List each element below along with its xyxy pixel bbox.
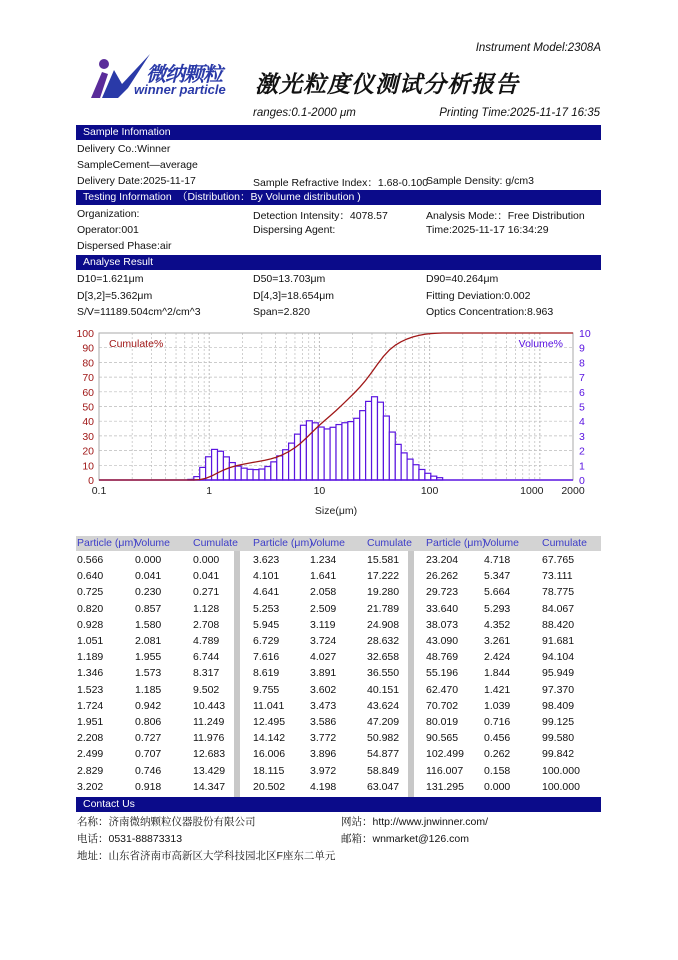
dispersing-agent: Dispersing Agent:	[253, 224, 336, 236]
logo-cn-text: 微纳颗粒	[146, 64, 222, 86]
table-cell: 0.806	[135, 716, 162, 728]
phone: 电话：0531-88873313	[77, 833, 183, 845]
table-cell: 80.019	[426, 716, 459, 728]
table-cell: 0.820	[77, 602, 104, 615]
table-cell: 40.151	[367, 683, 400, 696]
table-cell: 0.000	[135, 554, 162, 566]
website-link[interactable]: 网站：http://www.jnwinner.com/	[341, 816, 489, 828]
table-cell: 0.000	[484, 780, 511, 793]
column-separator	[234, 551, 240, 797]
volume-bar	[372, 397, 378, 480]
table-cell: 28.632	[367, 635, 400, 647]
volume-bar	[229, 463, 235, 480]
volume-bar	[253, 470, 259, 480]
sample-info-band: Sample Infomation	[76, 125, 601, 140]
table-cell: 0.271	[193, 586, 220, 599]
table-cell: 0.158	[484, 764, 511, 777]
table-cell: 11.041	[253, 699, 285, 712]
table-cell: 4.198	[310, 780, 337, 793]
operator: Operator:001	[77, 224, 139, 236]
table-cell: 62.470	[426, 683, 459, 696]
column-header: Volume	[135, 537, 171, 549]
x-tick-label: 100	[420, 485, 439, 497]
table-cell: 9.755	[253, 683, 280, 696]
volume-bar	[383, 416, 389, 480]
table-cell: 5.253	[253, 602, 280, 615]
table-cell: 17.222	[367, 570, 400, 583]
table-cell: 0.000	[193, 554, 220, 566]
delivery-date: Delivery Date:2025-11-17	[77, 175, 196, 187]
refractive-index: Sample Refractive Index：1.68-0.100	[253, 177, 429, 189]
x-tick-label: 10	[313, 485, 326, 497]
right-tick-label: 6	[579, 386, 585, 399]
table-cell: 98.409	[542, 699, 575, 712]
right-tick-label: 3	[579, 430, 585, 443]
table-cell: 48.769	[426, 651, 459, 664]
x-axis-title: Size(μm)	[314, 505, 358, 517]
table-cell: 4.718	[484, 554, 511, 566]
table-cell: 1.189	[77, 651, 104, 664]
volume-bar	[277, 456, 283, 480]
volume-bar	[342, 423, 348, 480]
specific-surface: S/V=11189.504cm^2/cm^3	[77, 306, 201, 318]
table-cell: 5.945	[253, 618, 280, 631]
volume-bar	[259, 469, 265, 480]
table-cell: 58.849	[367, 764, 400, 777]
table-cell: 2.499	[77, 748, 104, 761]
table-cell: 0.928	[77, 618, 104, 631]
table-cell: 95.949	[542, 667, 575, 680]
volume-bar	[348, 422, 354, 480]
right-tick-label: 8	[579, 357, 585, 370]
table-cell: 2.081	[135, 635, 162, 647]
table-cell: 3.202	[77, 780, 104, 793]
table-cell: 14.142	[253, 732, 286, 745]
volume-bar	[306, 421, 312, 480]
volume-axis-label: Volume%	[518, 338, 563, 350]
column-header: Particle (μm)	[426, 537, 486, 549]
table-cell: 0.456	[484, 732, 511, 745]
company-name: 名称：济南微纳颗粒仪器股份有限公司	[77, 816, 256, 828]
table-cell: 21.789	[367, 602, 400, 615]
column-header: Particle (μm)	[253, 537, 313, 549]
table-cell: 3.602	[310, 683, 337, 696]
volume-bar	[217, 451, 223, 480]
table-cell: 18.115	[253, 764, 285, 777]
x-tick-label: 1000	[520, 485, 544, 497]
table-cell: 2.424	[484, 651, 511, 664]
table-cell: 0.727	[135, 732, 162, 745]
table-cell: 6.729	[253, 635, 280, 647]
table-cell: 1.641	[310, 570, 337, 583]
table-cell: 26.262	[426, 570, 459, 583]
x-tick-label: 1	[206, 485, 213, 497]
contact-band: Contact Us	[76, 797, 601, 812]
table-cell: 0.918	[135, 780, 162, 793]
table-cell: 3.772	[310, 732, 337, 745]
table-cell: 29.723	[426, 586, 459, 599]
left-tick-label: 100	[76, 328, 94, 340]
volume-bar	[247, 469, 253, 480]
ranges: ranges:0.1-2000 μm	[253, 107, 356, 119]
left-tick-label: 40	[82, 416, 94, 429]
volume-bar	[265, 467, 271, 480]
table-cell: 1.421	[484, 683, 511, 696]
table-cell: 116.007	[426, 764, 464, 777]
table-cell: 36.550	[367, 667, 400, 680]
volume-bar	[419, 469, 425, 480]
volume-bar	[389, 432, 395, 480]
table-cell: 131.295	[426, 780, 464, 793]
table-cell: 0.041	[193, 570, 220, 583]
table-cell: 4.101	[253, 570, 280, 583]
left-tick-label: 30	[82, 430, 94, 443]
table-cell: 1.724	[77, 699, 104, 712]
volume-bar	[407, 459, 413, 480]
table-cell: 5.664	[484, 586, 511, 599]
table-cell: 16.006	[253, 748, 286, 761]
span: Span=2.820	[253, 306, 310, 318]
table-cell: 0.746	[135, 764, 162, 777]
volume-bar	[318, 427, 324, 480]
table-header	[76, 536, 601, 551]
column-header: Volume	[484, 537, 520, 549]
left-tick-label: 0	[88, 475, 94, 487]
table-cell: 3.724	[310, 635, 337, 647]
volume-bar	[401, 453, 407, 480]
column-header: Volume	[310, 537, 346, 549]
table-cell: 3.891	[310, 667, 337, 680]
optics-concentration: Optics Concentration:8.963	[426, 306, 554, 318]
table-cell: 9.502	[193, 683, 220, 696]
left-tick-label: 20	[82, 445, 94, 458]
volume-bar	[330, 427, 336, 480]
volume-bar	[395, 444, 401, 480]
test-time: Time:2025-11-17 16:34:29	[426, 224, 549, 236]
analysis-mode: Analysis Mode:：Free Distribution	[426, 210, 585, 222]
table-cell: 32.658	[367, 651, 400, 664]
table-cell: 4.352	[484, 618, 511, 631]
volume-bar	[360, 411, 366, 480]
volume-bar	[354, 418, 360, 480]
table-cell: 0.942	[135, 699, 162, 712]
table-cell: 8.619	[253, 667, 280, 680]
x-tick-label: 0.1	[91, 485, 107, 497]
table-cell: 0.857	[135, 602, 162, 615]
detection-intensity: Detection Intensity：4078.57	[253, 210, 388, 222]
table-cell: 3.896	[310, 748, 337, 761]
testing-info-band: Testing Information （Distribution：By Volume distribution )	[76, 190, 601, 205]
dispersed-phase: Dispersed Phase:air	[77, 240, 172, 252]
table-cell: 70.702	[426, 699, 459, 712]
table-cell: 99.580	[542, 732, 575, 745]
column-header: Cumulate	[367, 537, 412, 549]
table-cell: 1.523	[77, 683, 104, 696]
table-cell: 7.616	[253, 651, 280, 664]
table-cell: 33.640	[426, 602, 459, 615]
left-tick-label: 60	[82, 386, 94, 399]
right-tick-label: 5	[579, 401, 585, 414]
table-cell: 2.208	[77, 732, 104, 745]
logo-en-text: winner particle	[134, 82, 226, 97]
table-cell: 63.047	[367, 780, 400, 793]
table-cell: 19.280	[367, 586, 400, 599]
table-cell: 0.716	[484, 716, 511, 728]
d90: D90=40.264μm	[426, 273, 499, 285]
table-cell: 5.347	[484, 570, 511, 583]
volume-bar	[235, 466, 241, 480]
table-cell: 73.111	[542, 570, 573, 583]
table-cell: 12.683	[193, 748, 226, 761]
table-cell: 11.976	[193, 732, 225, 745]
sample-density: Sample Density: g/cm3	[426, 175, 534, 187]
table-cell: 3.119	[310, 618, 336, 631]
email-link[interactable]: 邮箱：wnmarket@126.com	[341, 833, 469, 845]
table-cell: 91.681	[542, 635, 575, 647]
d32: D[3,2]=5.362μm	[77, 290, 153, 302]
left-tick-label: 70	[82, 372, 94, 385]
column-separator	[408, 551, 414, 797]
table-cell: 11.249	[193, 716, 225, 728]
table-cell: 1.234	[310, 554, 337, 566]
table-cell: 1.039	[484, 699, 511, 712]
table-cell: 2.058	[310, 586, 337, 599]
volume-bar	[324, 429, 330, 480]
table-cell: 54.877	[367, 748, 400, 761]
table-cell: 10.443	[193, 699, 226, 712]
d43: D[4,3]=18.654μm	[253, 290, 335, 302]
left-tick-label: 80	[82, 357, 94, 370]
column-header: Particle (μm)	[77, 537, 137, 549]
table-cell: 3.623	[253, 554, 280, 566]
table-cell: 0.707	[135, 748, 162, 761]
cumulate-axis-label: Cumulate%	[109, 338, 164, 350]
right-tick-label: 9	[579, 342, 585, 355]
instrument-model: Instrument Model:2308A	[475, 42, 601, 54]
volume-bar	[241, 468, 247, 480]
table-cell: 100.000	[542, 780, 580, 793]
table-cell: 15.581	[367, 554, 400, 566]
table-cell: 6.744	[193, 651, 220, 664]
address: 地址：山东省济南市高新区大学科技园北区F座东二单元	[77, 850, 336, 862]
table-cell: 12.495	[253, 716, 286, 728]
table-cell: 1.580	[135, 618, 162, 631]
right-tick-label: 2	[579, 445, 585, 458]
table-cell: 0.230	[135, 586, 162, 599]
d10: D10=1.621μm	[77, 273, 144, 285]
table-cell: 78.775	[542, 586, 575, 599]
table-cell: 1.573	[135, 667, 162, 680]
table-cell: 0.725	[77, 586, 104, 599]
table-cell: 88.420	[542, 618, 575, 631]
table-cell: 67.765	[542, 554, 575, 566]
table-cell: 14.347	[193, 780, 226, 793]
sample-name: SampleCement—average	[77, 159, 198, 171]
table-cell: 1.128	[193, 602, 220, 615]
left-tick-label: 50	[82, 401, 94, 414]
table-cell: 1.955	[135, 651, 162, 664]
table-cell: 3.473	[310, 699, 337, 712]
table-cell: 24.908	[367, 618, 400, 631]
printing-time: Printing Time:2025-11-17 16:35	[439, 107, 600, 119]
report-title: 激光粒度仪测试分析报告	[255, 71, 519, 98]
table-cell: 8.317	[193, 667, 220, 680]
left-tick-label: 10	[82, 460, 94, 473]
table-cell: 4.027	[310, 651, 337, 664]
left-tick-label: 90	[82, 342, 94, 355]
table-cell: 90.565	[426, 732, 459, 745]
table-cell: 3.972	[310, 764, 337, 777]
analyse-result-band: Analyse Result	[76, 255, 601, 270]
table-cell: 99.125	[542, 716, 575, 728]
table-cell: 5.293	[484, 602, 511, 615]
column-header: Cumulate	[193, 537, 238, 549]
x-tick-label: 2000	[561, 485, 585, 497]
right-tick-label: 7	[579, 372, 585, 385]
volume-bar	[300, 425, 306, 480]
delivery-co: Delivery Co.:Winner	[77, 143, 171, 155]
table-cell: 2.509	[310, 602, 337, 615]
table-cell: 47.209	[367, 716, 400, 728]
table-cell: 94.104	[542, 651, 575, 664]
table-cell: 3.586	[310, 716, 337, 728]
table-cell: 2.708	[193, 618, 220, 631]
table-cell: 1.346	[77, 667, 104, 680]
right-tick-label: 4	[579, 416, 585, 429]
table-cell: 1.185	[135, 683, 162, 696]
table-cell: 97.370	[542, 683, 575, 696]
table-cell: 100.000	[542, 764, 580, 777]
table-cell: 23.204	[426, 554, 459, 566]
organization: Organization:	[77, 208, 140, 220]
table-cell: 1.844	[484, 667, 511, 680]
table-cell: 38.073	[426, 618, 459, 631]
volume-bar	[336, 425, 342, 480]
volume-bar	[425, 473, 431, 480]
table-cell: 99.842	[542, 748, 575, 761]
d50: D50=13.703μm	[253, 273, 326, 285]
volume-bar	[413, 465, 419, 480]
table-cell: 1.951	[77, 716, 104, 728]
table-cell: 55.196	[426, 667, 459, 680]
column-header: Cumulate	[542, 537, 587, 549]
volume-bar	[366, 401, 372, 480]
table-cell: 1.051	[77, 635, 104, 647]
table-cell: 0.566	[77, 554, 104, 566]
table-cell: 4.789	[193, 635, 220, 647]
table-cell: 4.641	[253, 586, 280, 599]
table-cell: 0.262	[484, 748, 511, 761]
right-tick-label: 1	[579, 460, 585, 473]
table-cell: 13.429	[193, 764, 226, 777]
table-cell: 20.502	[253, 780, 286, 793]
table-cell: 2.829	[77, 764, 104, 777]
volume-bar	[271, 462, 277, 480]
table-cell: 3.261	[484, 635, 511, 647]
volume-bar	[377, 402, 383, 480]
fitting-deviation: Fitting Deviation:0.002	[426, 290, 531, 302]
right-tick-label: 0	[579, 475, 585, 487]
volume-bar	[295, 434, 301, 480]
table-cell: 50.982	[367, 732, 400, 745]
table-cell: 43.090	[426, 635, 459, 647]
table-cell: 102.499	[426, 748, 464, 761]
table-cell: 0.640	[77, 570, 104, 583]
table-cell: 84.067	[542, 602, 575, 615]
table-cell: 43.624	[367, 699, 400, 712]
right-tick-label: 10	[579, 328, 591, 340]
table-cell: 0.041	[135, 570, 162, 583]
